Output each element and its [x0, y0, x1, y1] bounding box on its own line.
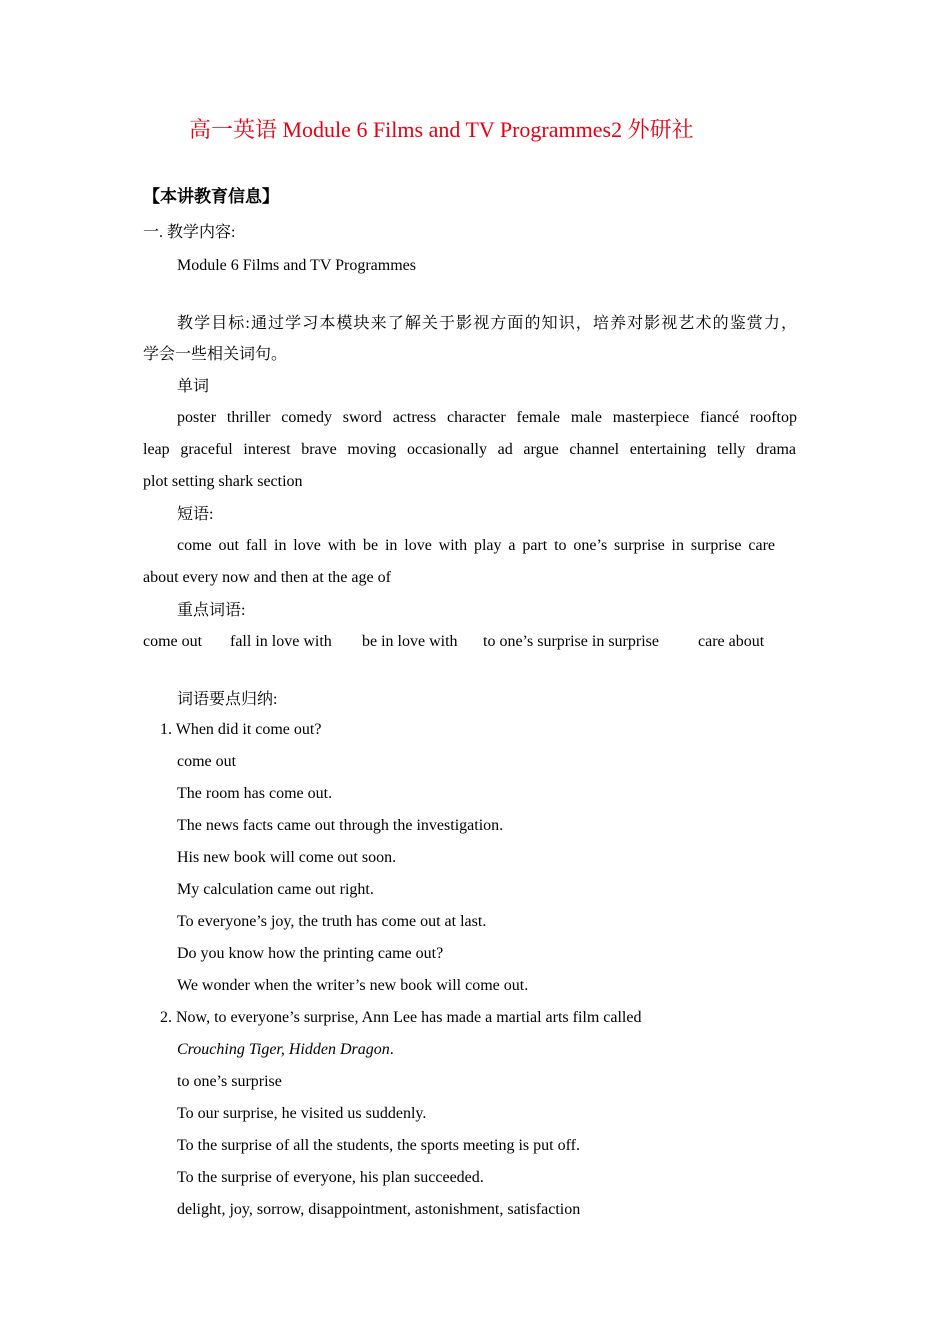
- key-terms-label: 重点词语:: [177, 602, 246, 619]
- example-line: To the surprise of all the students, the sports meeting is put off.: [177, 1137, 580, 1154]
- example-line: The news facts came out through the investigation.: [177, 817, 504, 834]
- document-title: 高一英语 Module 6 Films and TV Programmes2 外研社: [189, 117, 694, 142]
- item-1-heading: [160, 720, 321, 740]
- film-title: Crouching Tiger, Hidden Dragon: [177, 1041, 390, 1058]
- section-header: 【本讲教育信息】: [143, 187, 279, 207]
- summary-label: 词语要点归纳:: [177, 691, 278, 708]
- example-line: His new book will come out soon.: [177, 849, 397, 866]
- example-line: The room has come out.: [177, 785, 333, 802]
- key-term: to one’s surprise in surprise: [483, 633, 659, 650]
- objective-line-1: 教学目标:通过学习本模块来了解关于影视方面的知识，培养对影视艺术的鉴赏力，: [177, 315, 797, 332]
- phrases-line-1: come out fall in love with be in love with play a part to one’s surprise in surprise care: [177, 537, 775, 554]
- example-line: To everyone’s joy, the truth has come out at last.: [177, 913, 487, 930]
- key-term: come out: [143, 633, 203, 650]
- objective-line-2: 学会一些相关词句。: [143, 346, 288, 363]
- key-term: be in love with: [362, 633, 458, 650]
- key-term: care about: [698, 633, 765, 650]
- example-line: We wonder when the writer’s new book will come out.: [177, 977, 529, 994]
- item-number: 2.: [160, 1009, 172, 1026]
- example-line: To our surprise, he visited us suddenly.: [177, 1105, 427, 1122]
- phrases-label: 短语:: [177, 506, 214, 523]
- words-label: 单词: [177, 378, 210, 395]
- example-line: Do you know how the printing came out?: [177, 945, 444, 962]
- key-term: fall in love with: [230, 633, 332, 650]
- words-line-3: plot setting shark section: [143, 473, 303, 490]
- example-line: My calculation came out right.: [177, 881, 374, 898]
- example-line: come out: [177, 753, 237, 770]
- example-line: delight, joy, sorrow, disappointment, astonishment, satisfaction: [177, 1201, 581, 1218]
- film-title-line: [177, 1040, 394, 1060]
- item-number: 1.: [160, 721, 172, 738]
- phrases-line-2: about every now and then at the age of: [143, 569, 391, 586]
- item-2-heading: [160, 1008, 641, 1028]
- film-title-period: .: [389, 1041, 394, 1058]
- content-label: 一. 教学内容:: [143, 224, 236, 241]
- module-name: Module 6 Films and TV Programmes: [177, 257, 416, 274]
- words-line-2: leap graceful interest brave moving occasionally ad argue channel entertaining telly drama: [143, 441, 796, 458]
- example-line: to one’s surprise: [177, 1073, 282, 1090]
- words-line-1: poster thriller comedy sword actress character female male masterpiece fiancé rooftop: [177, 409, 797, 426]
- item-heading-text: When did it come out?: [175, 721, 322, 738]
- item-heading-text: Now, to everyone’s surprise, Ann Lee has made a martial arts film called: [176, 1009, 642, 1026]
- example-line: To the surprise of everyone, his plan succeeded.: [177, 1169, 484, 1186]
